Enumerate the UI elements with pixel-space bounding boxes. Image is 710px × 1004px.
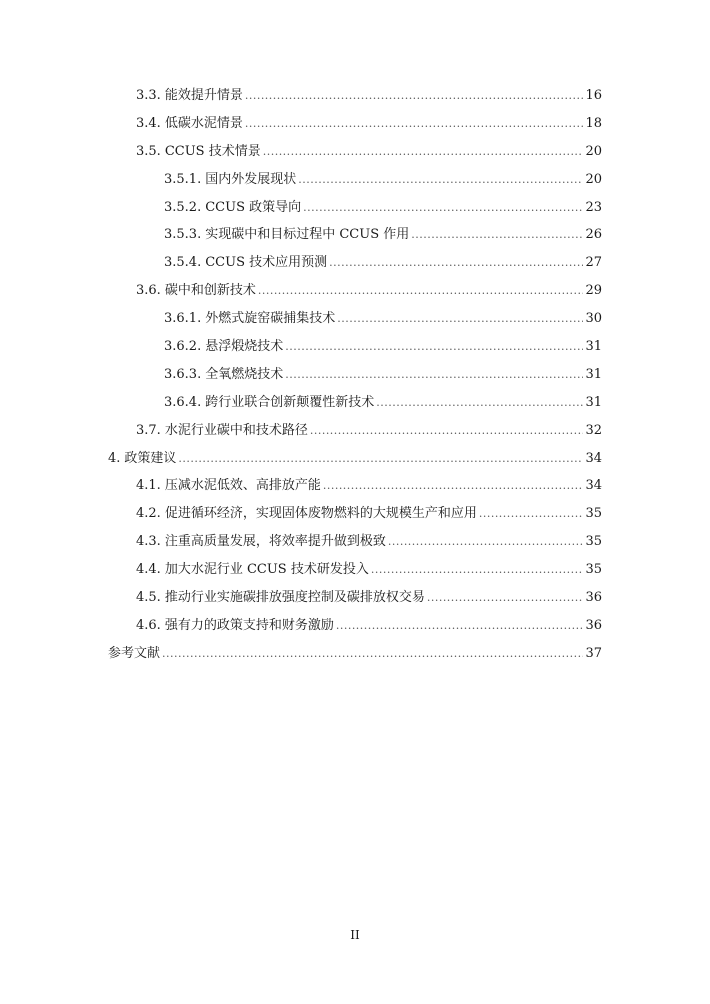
toc-dot-leader bbox=[285, 335, 583, 359]
toc-entry[interactable] bbox=[108, 307, 602, 335]
toc-dot-leader bbox=[310, 419, 584, 443]
toc-entry[interactable] bbox=[108, 530, 602, 558]
toc-entry-number: 3.7. bbox=[136, 422, 161, 438]
toc-entry-page: 29 bbox=[585, 283, 602, 299]
toc-entry-number: 4.2. bbox=[136, 506, 161, 522]
toc-dot-leader bbox=[162, 642, 583, 666]
toc-dot-leader bbox=[285, 363, 583, 387]
toc-entry-number: 4. bbox=[108, 450, 121, 466]
toc-entry-number: 3.5.2. bbox=[164, 199, 202, 215]
toc-entry[interactable] bbox=[108, 391, 602, 419]
toc-entry[interactable] bbox=[108, 447, 602, 475]
toc-entry-title: 推动行业实施碳排放强度控制及碳排放权交易 bbox=[164, 590, 425, 606]
toc-entry-page: 36 bbox=[585, 590, 602, 606]
toc-entry[interactable] bbox=[108, 140, 602, 168]
toc-entry-number: 3.5.4. bbox=[164, 255, 202, 271]
toc-entry-number: 3.6.4. bbox=[164, 394, 202, 410]
toc-dot-leader bbox=[371, 558, 584, 582]
toc-entry-title: 水泥行业碳中和技术路径 bbox=[164, 422, 308, 438]
toc-entry-page: 34 bbox=[585, 478, 602, 494]
toc-entry-title: 能效提升情景 bbox=[164, 88, 243, 103]
toc-dot-leader bbox=[376, 391, 583, 415]
toc-entry-page: 23 bbox=[585, 199, 602, 215]
toc-dot-leader bbox=[258, 279, 584, 303]
toc-entry-page: 35 bbox=[585, 562, 602, 578]
toc-entry-number: 3.4. bbox=[136, 115, 161, 131]
toc-entry[interactable] bbox=[108, 168, 602, 196]
toc-entry-page: 27 bbox=[585, 255, 602, 271]
toc-dot-leader bbox=[479, 502, 584, 526]
toc-entry-page: 35 bbox=[585, 506, 602, 522]
toc-dot-leader bbox=[388, 530, 584, 554]
toc-entry-title: 国内外发展现状 bbox=[205, 171, 297, 187]
toc-entry-number: 4.1. bbox=[136, 478, 161, 494]
toc-entry[interactable] bbox=[108, 223, 602, 251]
toc-entry-title: 低碳水泥情景 bbox=[164, 115, 243, 131]
toc-entry-title: CCUS 技术应用预测 bbox=[205, 255, 328, 271]
toc-entry-title: 参考文献 bbox=[108, 645, 161, 661]
toc-dot-leader bbox=[323, 474, 584, 498]
toc-entry-page: 16 bbox=[585, 88, 602, 103]
toc-entry-page: 31 bbox=[585, 366, 602, 382]
toc-dot-leader bbox=[336, 614, 584, 638]
toc-dot-leader bbox=[298, 168, 583, 192]
toc-entry[interactable] bbox=[108, 112, 602, 140]
toc-entry[interactable] bbox=[108, 196, 602, 224]
toc-dot-leader bbox=[337, 307, 583, 331]
toc-entry-page: 36 bbox=[585, 617, 602, 633]
toc-entry-page: 30 bbox=[585, 311, 602, 327]
toc-entry[interactable] bbox=[108, 502, 602, 530]
toc-entry-title: 加大水泥行业 CCUS 技术研发投入 bbox=[164, 562, 369, 578]
toc-entry-number: 3.6. bbox=[136, 283, 161, 299]
toc-entry[interactable] bbox=[108, 335, 602, 363]
toc-entry-number: 4.5. bbox=[136, 590, 161, 606]
toc-entry-page: 20 bbox=[585, 171, 602, 187]
toc-entry-title: 全氧燃烧技术 bbox=[205, 366, 284, 382]
page-number: II bbox=[350, 928, 360, 942]
toc-entry[interactable] bbox=[108, 419, 602, 447]
toc-entry-title: 悬浮煅烧技术 bbox=[205, 339, 284, 355]
toc-entry[interactable] bbox=[108, 84, 602, 112]
toc-entry-page: 31 bbox=[585, 394, 602, 410]
toc-dot-leader bbox=[329, 251, 583, 275]
toc-entry[interactable] bbox=[108, 586, 602, 614]
toc-entry-number: 4.3. bbox=[136, 534, 161, 550]
toc-entry-number: 3.6.1. bbox=[164, 311, 202, 327]
toc-entry[interactable] bbox=[108, 363, 602, 391]
toc-entry-number: 4.4. bbox=[136, 562, 161, 578]
toc-entry-number: 3.5.1. bbox=[164, 171, 202, 187]
toc-entry-page: 32 bbox=[585, 422, 602, 438]
toc-entry[interactable] bbox=[108, 614, 602, 642]
toc-entry-title: 注重高质量发展，将效率提升做到极致 bbox=[164, 534, 386, 550]
toc-entry-number: 3.5.3. bbox=[164, 227, 202, 243]
toc-entry-title: 跨行业联合创新颠覆性新技术 bbox=[205, 394, 375, 410]
toc-entry-page: 35 bbox=[585, 534, 602, 550]
toc-entry[interactable] bbox=[108, 251, 602, 279]
toc-dot-leader bbox=[178, 447, 583, 471]
toc-entry-number: 4.6. bbox=[136, 617, 161, 633]
toc-entry-title: 碳中和创新技术 bbox=[164, 283, 256, 299]
toc-entry-number: 3.3. bbox=[136, 88, 161, 103]
toc-entry-page: 20 bbox=[585, 143, 602, 159]
toc-entry[interactable] bbox=[108, 642, 602, 670]
toc-entry-page: 18 bbox=[585, 115, 602, 131]
toc-entry-number: 3.6.2. bbox=[164, 339, 202, 355]
toc-dot-leader bbox=[245, 112, 584, 136]
toc-entry-title: 外燃式旋窑碳捕集技术 bbox=[205, 311, 336, 327]
table-of-contents bbox=[108, 84, 602, 670]
toc-entry-page: 37 bbox=[585, 645, 602, 661]
toc-dot-leader bbox=[263, 140, 584, 164]
toc-entry-title: 促进循环经济，实现固体废物燃料的大规模生产和应用 bbox=[164, 506, 477, 522]
toc-entry-number: 3.6.3. bbox=[164, 366, 202, 382]
toc-entry-title: 压减水泥低效、高排放产能 bbox=[164, 478, 321, 494]
toc-entry[interactable] bbox=[108, 558, 602, 586]
toc-entry-page: 34 bbox=[585, 450, 602, 466]
toc-dot-leader bbox=[303, 196, 583, 220]
toc-dot-leader bbox=[427, 586, 584, 610]
toc-entry-page: 26 bbox=[585, 227, 602, 243]
toc-dot-leader bbox=[245, 84, 584, 108]
toc-dot-leader bbox=[411, 223, 583, 247]
toc-entry-title: CCUS 政策导向 bbox=[205, 199, 302, 215]
toc-entry-title: CCUS 技术情景 bbox=[164, 143, 261, 159]
toc-entry-title: 实现碳中和目标过程中 CCUS 作用 bbox=[205, 227, 410, 243]
toc-entry-number: 3.5. bbox=[136, 143, 161, 159]
toc-entry[interactable] bbox=[108, 279, 602, 307]
toc-entry-title: 政策建议 bbox=[124, 450, 177, 466]
toc-entry-page: 31 bbox=[585, 339, 602, 355]
toc-entry[interactable] bbox=[108, 474, 602, 502]
toc-entry-title: 强有力的政策支持和财务激励 bbox=[164, 617, 334, 633]
